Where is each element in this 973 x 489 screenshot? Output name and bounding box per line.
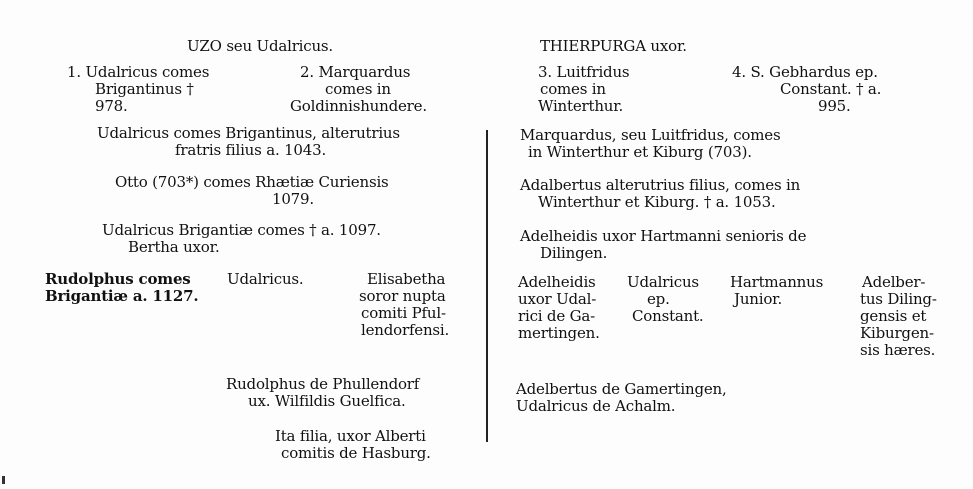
right-gen-2	[520, 127, 840, 161]
right-gen-5a-line4: mertingen.	[518, 324, 600, 342]
left-gen-5c-line3: comiti Pful-	[361, 304, 446, 322]
right-gen-2-line2: in Winterthur et Kiburg (703).	[528, 143, 752, 161]
left-gen-2	[97, 125, 467, 159]
left-gen-3-line1: Otto (703*) comes Rhætiæ Curiensis	[115, 173, 389, 191]
left-child-2	[290, 64, 450, 115]
right-gen-5b	[627, 274, 727, 325]
left-gen-6-line2: ux. Wilfildis Guelfica.	[248, 392, 406, 410]
right-heading-text: THIERPURGA uxor.	[540, 37, 687, 55]
right-gen-4	[520, 228, 860, 262]
left-gen-4	[102, 222, 442, 256]
left-gen-5a-line2: Brigantiæ a. 1127.	[45, 287, 199, 305]
right-gen-5d-line5: sis hæres.	[860, 341, 936, 359]
left-gen-5c	[355, 271, 465, 339]
left-gen-5c-line1: Elisabetha	[367, 270, 446, 288]
right-gen-4-line1: Adelheidis uxor Hartmanni senioris de	[520, 227, 807, 245]
left-gen-4-line1: Udalricus Brigantiæ comes † a. 1097.	[102, 221, 381, 239]
left-heading-text: UZO seu Udalricus.	[186, 37, 333, 55]
right-child-4	[732, 64, 932, 115]
right-gen-6-line2: Udalricus de Achalm.	[516, 397, 676, 415]
right-gen-6-line1: Adelbertus de Gamertingen,	[516, 380, 727, 398]
right-gen-5b-line3: Constant.	[632, 307, 704, 325]
right-gen-2-line1: Marquardus, seu Luitfridus, comes	[520, 126, 781, 144]
left-child-1-line1: 1. Udalricus comes	[67, 63, 210, 81]
margin-mark	[2, 476, 5, 484]
right-gen-5a-line2: uxor Udal-	[518, 290, 597, 308]
left-gen-5a	[45, 271, 215, 305]
right-gen-4-line2: Dilingen.	[540, 244, 608, 262]
right-gen-5a-line1: Adelheidis	[518, 273, 596, 291]
left-child-2-line3: Goldinnishundere.	[290, 97, 427, 115]
right-gen-5a	[518, 274, 618, 342]
right-child-3-line3: Winterthur.	[538, 97, 624, 115]
right-child-3-line1: 3. Luitfridus	[538, 63, 630, 81]
left-gen-2-line2: fratris filius a. 1043.	[175, 141, 327, 159]
left-gen-6	[226, 376, 466, 410]
right-gen-3-line2: Winterthur et Kiburg. † a. 1053.	[538, 193, 776, 211]
left-gen-4-line2: Bertha uxor.	[128, 238, 220, 256]
left-gen-6-line1: Rudolphus de Phullendorf	[226, 375, 420, 393]
right-gen-5b-line2: ep.	[647, 290, 670, 308]
column-divider	[486, 130, 488, 442]
right-gen-5c-line2: Junior.	[734, 290, 783, 308]
right-heading	[540, 38, 760, 55]
left-gen-5b	[227, 271, 327, 288]
right-child-3-line2: comes in	[540, 80, 606, 98]
left-gen-7-line2: comitis de Hasburg.	[281, 444, 431, 462]
left-gen-5c-line4: lendorfensi.	[361, 321, 450, 339]
left-gen-5a-line1: Rudolphus comes	[45, 270, 191, 288]
right-child-4-line3: 995.	[818, 97, 851, 115]
right-gen-5a-line3: rici de Ga-	[518, 307, 595, 325]
left-gen-7-line1: Ita filia, uxor Alberti	[275, 427, 426, 445]
right-gen-5d-line3: gensis et	[860, 307, 927, 325]
right-gen-3	[520, 177, 860, 211]
right-gen-5d-line1: Adelber-	[862, 273, 926, 291]
left-gen-5b-line1: Udalricus.	[227, 270, 304, 288]
right-gen-6	[516, 381, 796, 415]
left-child-2-line1: 2. Marquardus	[300, 63, 411, 81]
left-child-2-line2: comes in	[325, 80, 391, 98]
right-gen-5c-line1: Hartmannus	[730, 273, 824, 291]
left-heading	[150, 38, 370, 55]
left-gen-3	[115, 174, 445, 208]
left-gen-3-line2: 1079.	[272, 190, 314, 208]
left-child-1-line3: 978.	[95, 97, 128, 115]
right-gen-5b-line1: Udalricus	[627, 273, 699, 291]
left-gen-7	[275, 428, 475, 462]
left-child-1	[67, 64, 247, 115]
right-child-4-line2: Constant. † a.	[780, 80, 882, 98]
right-gen-3-line1: Adalbertus alterutrius filius, comes in	[520, 176, 801, 194]
right-gen-5c	[730, 274, 840, 308]
right-gen-5d-line4: Kiburgen-	[860, 324, 934, 342]
right-gen-5d-line2: tus Diling-	[860, 290, 937, 308]
left-gen-2-line1: Udalricus comes Brigantinus, alterutrius	[97, 124, 400, 142]
right-child-3	[538, 64, 688, 115]
left-gen-5c-line2: soror nupta	[359, 287, 446, 305]
left-child-1-line2: Brigantinus †	[95, 80, 194, 98]
right-child-4-line1: 4. S. Gebhardus ep.	[732, 63, 878, 81]
right-gen-5d	[848, 274, 938, 359]
